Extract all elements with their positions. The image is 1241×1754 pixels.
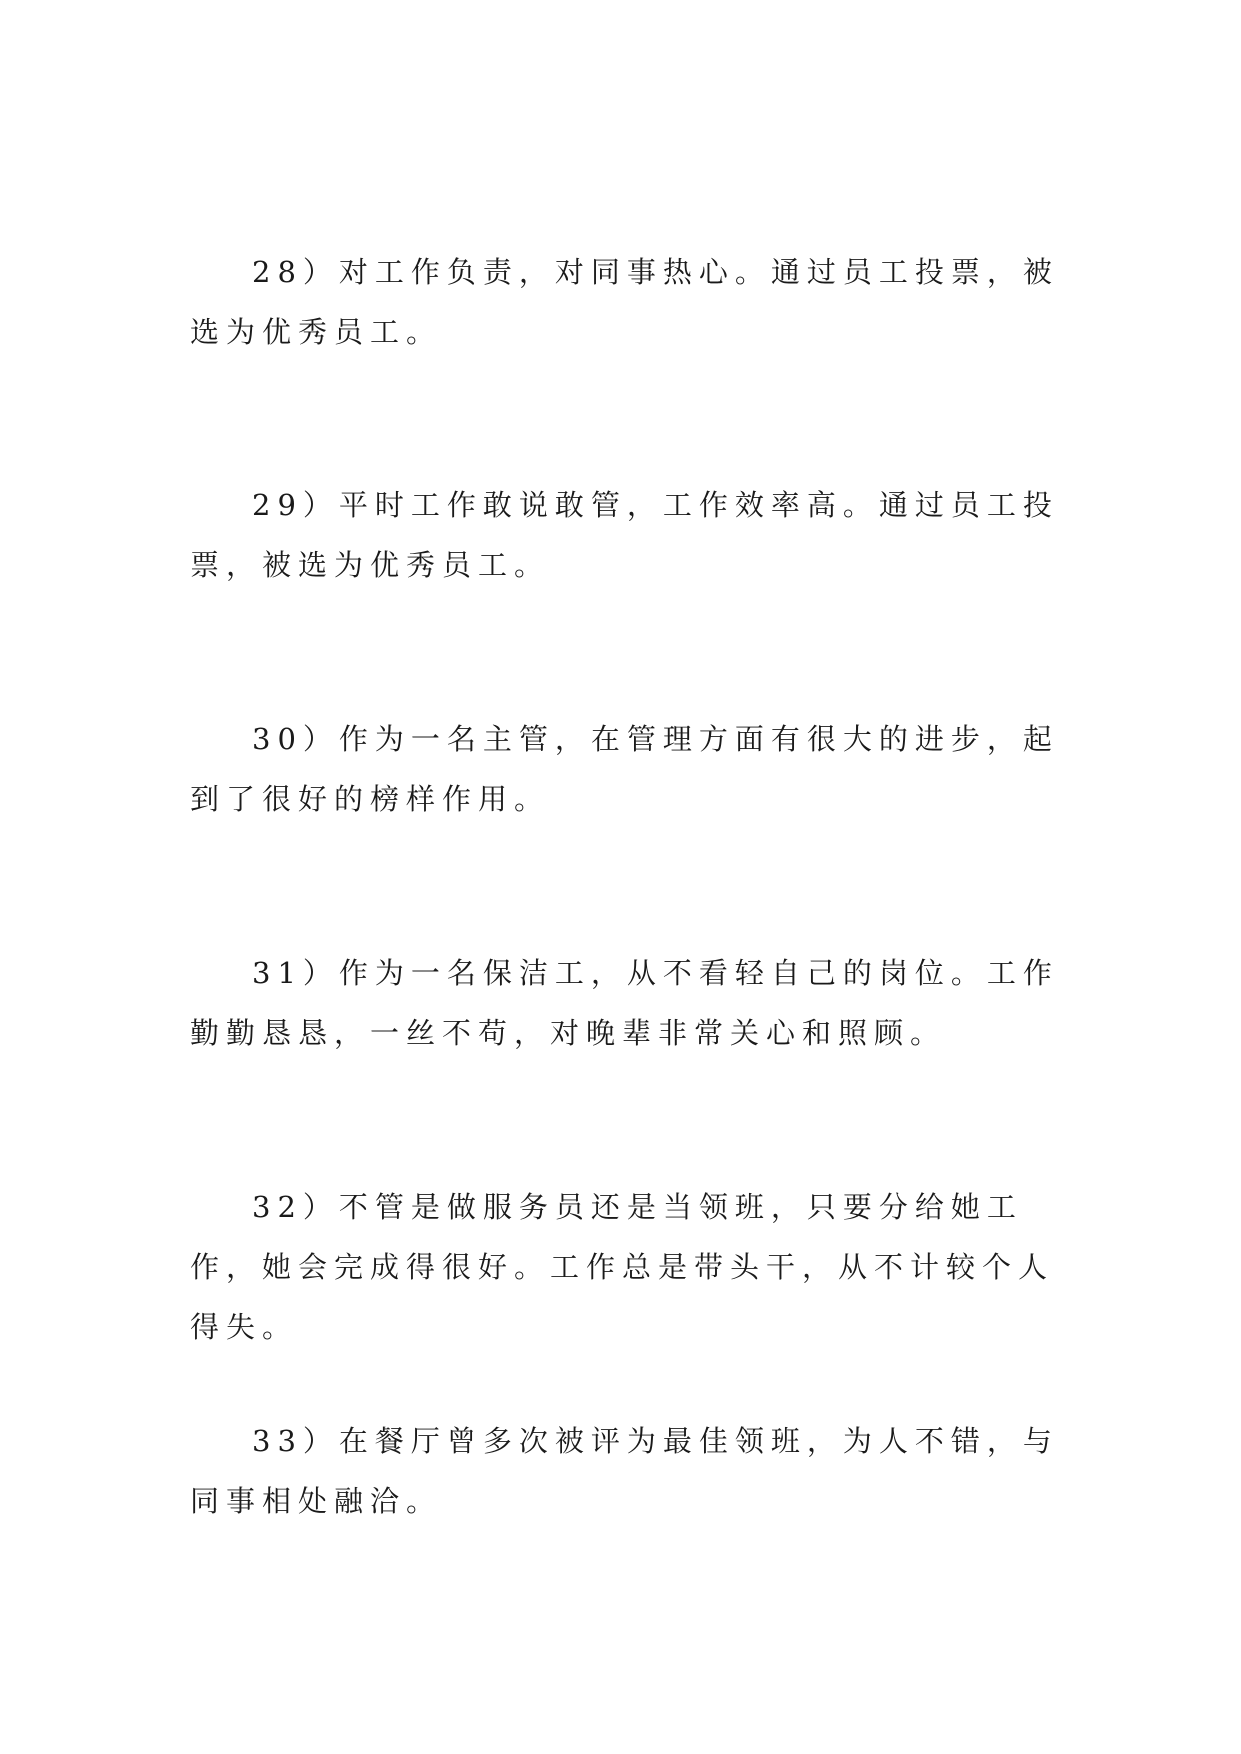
paragraph-32: 32）不管是做服务员还是当领班，只要分给她工作，她会完成得很好。工作总是带头干，从不计较个人得失。 <box>190 1190 1055 1344</box>
paragraph-30: 30）作为一名主管，在管理方面有很大的进步，起到了很好的榜样作用。 <box>190 722 1059 816</box>
paragraph-28: 28）对工作负责，对同事热心。通过员工投票，被选为优秀员工。 <box>190 255 1059 349</box>
paragraph-31: 31）作为一名保洁工，从不看轻自己的岗位。工作勤勤恳恳，一丝不苟，对晚辈非常关心和照顾。 <box>190 956 1059 1050</box>
paragraph-33: 33）在餐厅曾多次被评为最佳领班，为人不错，与同事相处融洽。 <box>190 1424 1059 1518</box>
paragraph-29: 29）平时工作敢说敢管，工作效率高。通过员工投票，被选为优秀员工。 <box>190 488 1059 582</box>
